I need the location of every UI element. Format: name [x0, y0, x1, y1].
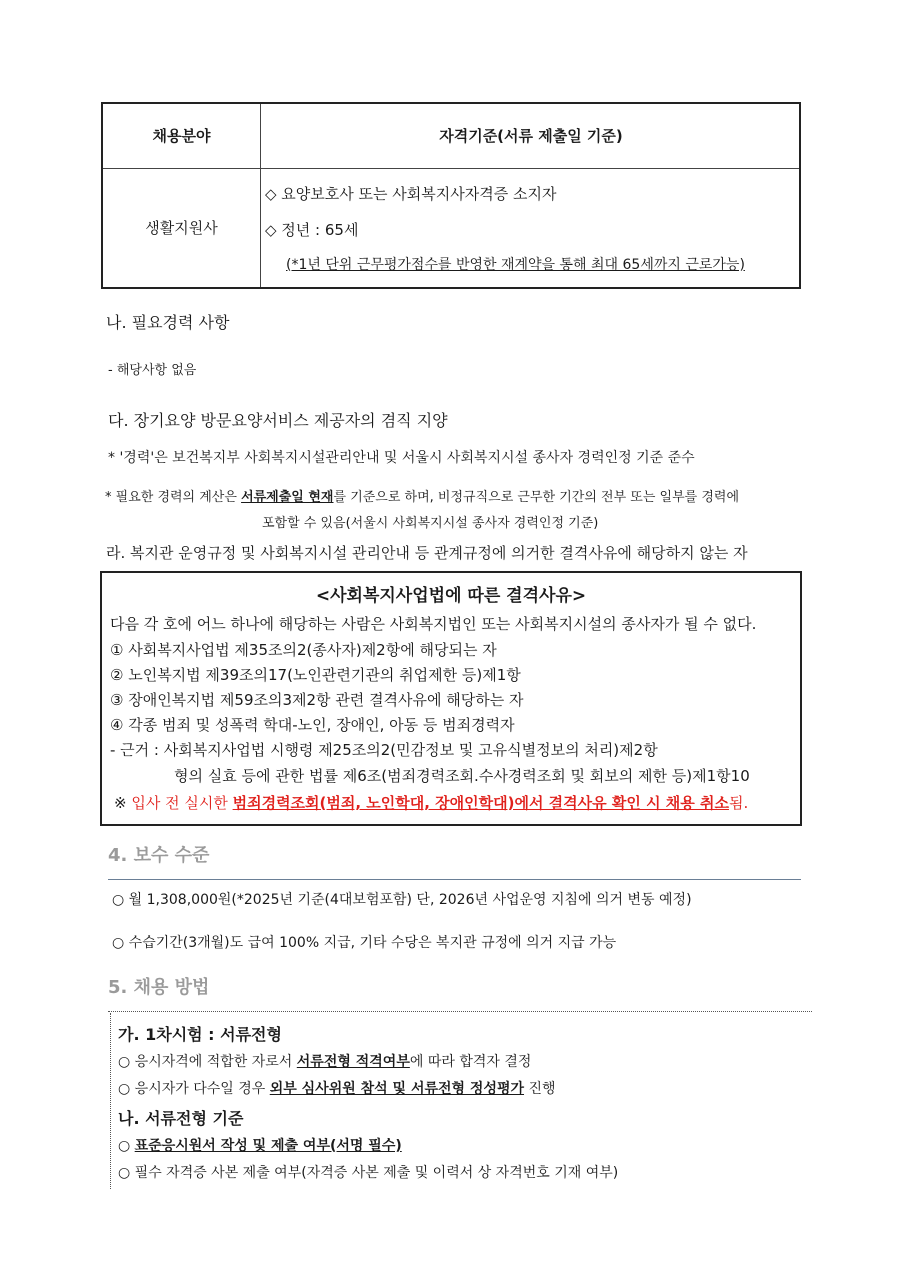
header-qualification: 자격기준(서류 제출일 기준)	[439, 127, 623, 145]
disqualification-intro: 라. 복지관 운영규정 및 사회복지시설 관리안내 등 관계규정에 의거한 결격사유에 해당하지 않는 자	[106, 544, 748, 562]
legal-basis-2: 형의 실효 등에 관한 법률 제6조(범죄경력조회.수사경력조회 및 회보의 제한 등)제1항10	[174, 767, 750, 785]
disqualification-item-2: ② 노인복지법 제39조의17(노인관련기관의 취업제한 등)제1항	[110, 666, 521, 684]
disqualification-item-3: ③ 장애인복지법 제59조의3제2항 관련 결격사유에 해당하는 자	[110, 691, 524, 709]
salary-heading: 4. 보수 수준	[108, 845, 210, 866]
method-line-4: ○ 필수 자격증 사본 제출 여부(자격증 사본 제출 및 이력서 상 자격번호 기재 여부)	[118, 1165, 619, 1181]
method-heading: 5. 채용 방법	[108, 977, 210, 998]
disqualification-lead: 다음 각 호에 어느 하나에 해당하는 사람은 사회복지법인 또는 사회복지시설의 종사자가 될 수 없다.	[110, 615, 757, 633]
method-divider	[108, 1011, 812, 1012]
experience-note-1: * '경력'은 보건복지부 사회복지시설관리안내 및 서울시 사회복지시설 종사자 경력인정 기준 준수	[108, 450, 695, 466]
conflict-title: 다. 장기요양 방문요양서비스 제공자의 겸직 지양	[108, 411, 448, 430]
disqualification-box	[100, 571, 802, 826]
qualification-table	[101, 102, 801, 289]
salary-divider	[108, 879, 801, 880]
method-left-border	[110, 1013, 111, 1189]
field-name: 생활지원사	[145, 219, 218, 237]
disqualification-item-1: ① 사회복지사업법 제35조의2(종사자)제2항에 해당되는 자	[110, 641, 497, 659]
first-exam-title: 가. 1차시험 : 서류전형	[118, 1025, 282, 1044]
qualification-certificate: ◇ 요양보호사 또는 사회복지사자격증 소지자	[265, 185, 557, 203]
qualification-age-limit: ◇ 정년 : 65세	[265, 221, 359, 239]
document-screening-title: 나. 서류전형 기준	[118, 1109, 244, 1128]
legal-basis-1: - 근거 : 사회복지사업법 시행령 제25조의2(민감정보 및 고유식별정보의 처리)제2항	[110, 741, 658, 759]
disqualification-item-4: ④ 각종 범죄 및 성폭력 학대-노인, 장애인, 아동 등 범죄경력자	[110, 716, 515, 734]
qualification-note: (*1년 단위 근무평가점수를 반영한 재계약을 통해 최대 65세까지 근로가능)	[286, 257, 745, 273]
experience-value: - 해당사항 없음	[108, 363, 197, 378]
method-line-2: ○ 응시자가 다수일 경우 외부 심사위원 참석 및 서류전형 정성평가 진행	[118, 1081, 556, 1097]
disqualification-title: <사회복지사업법에 따른 결격사유>	[315, 586, 587, 606]
method-line-1: ○ 응시자격에 적합한 자로서 서류전형 적격여부에 따라 합격자 결정	[118, 1054, 532, 1070]
cancellation-warning: ※ 입사 전 실시한 범죄경력조회(범죄, 노인학대, 장애인학대)에서 결격사유 확인 시 채용 취소됨.	[114, 794, 749, 812]
salary-line-2: ○ 수습기간(3개월)도 급여 100% 지급, 기타 수당은 복지관 규정에 의거 지급 가능	[112, 935, 617, 951]
header-field: 채용분야	[152, 127, 211, 145]
salary-line-1: ○ 월 1,308,000원(*2025년 기준(4대보험포함) 단, 2026년 사업운영 지침에 의거 변동 예정)	[112, 892, 692, 908]
method-line-3: ○ 표준응시원서 작성 및 제출 여부(서명 필수)	[118, 1138, 402, 1154]
experience-title: 나. 필요경력 사항	[106, 313, 230, 332]
experience-note-2-cont: 포함할 수 있음(서울시 사회복지시설 종사자 경력인정 기준)	[262, 516, 599, 531]
experience-note-2: * 필요한 경력의 계산은 서류제출일 현재를 기준으로 하며, 비정규직으로 근무한 기간의 전부 또는 일부를 경력에	[105, 490, 740, 505]
